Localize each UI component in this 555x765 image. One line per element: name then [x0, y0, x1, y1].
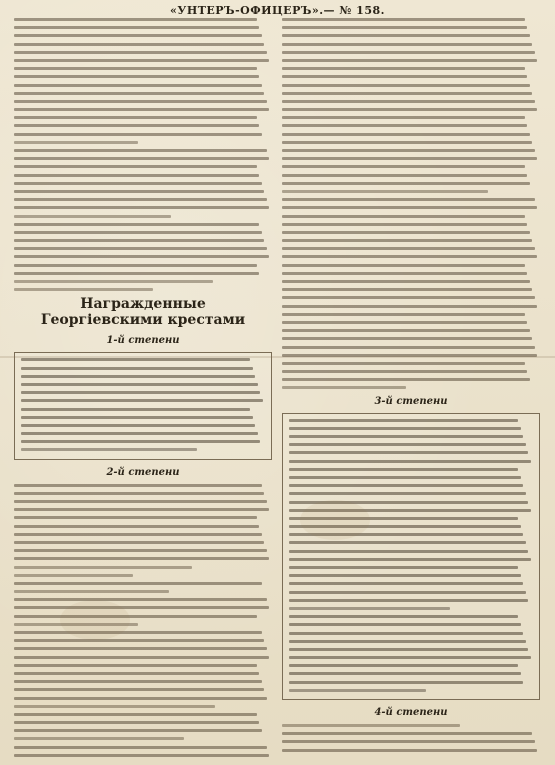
text-line	[14, 566, 192, 569]
text-line	[14, 75, 259, 78]
page-header: «УНТЕРЪ-ОФИЦЕРЪ».— № 158.	[170, 4, 385, 17]
text-line	[282, 239, 532, 242]
text-line	[14, 26, 259, 29]
text-line	[289, 558, 531, 561]
text-line	[282, 321, 527, 324]
text-line	[14, 198, 267, 201]
text-line	[282, 67, 525, 70]
section-title: Награжденные Георгiевскими крестами	[40, 296, 246, 329]
text-line	[282, 329, 530, 332]
right-top-paragraph	[282, 18, 540, 389]
text-line	[14, 124, 259, 127]
text-line	[14, 182, 262, 185]
text-line	[282, 108, 537, 111]
text-line	[14, 59, 269, 62]
text-line	[14, 582, 262, 585]
text-line	[14, 272, 259, 275]
text-line	[14, 516, 257, 519]
degree-3-label: 3-й степени	[374, 395, 448, 407]
text-line	[21, 432, 258, 435]
text-line	[282, 255, 537, 258]
text-line	[289, 615, 518, 618]
text-line	[282, 296, 535, 299]
text-line	[282, 59, 537, 62]
text-line	[282, 346, 535, 349]
text-line	[14, 141, 138, 144]
text-line	[14, 697, 267, 700]
text-line	[14, 541, 264, 544]
text-line	[14, 754, 269, 757]
text-line	[289, 492, 526, 495]
text-line	[14, 549, 267, 552]
text-line	[14, 598, 267, 601]
text-line	[289, 550, 528, 553]
degree-4-label: 4-й степени	[374, 707, 448, 718]
text-line	[21, 440, 260, 443]
text-line	[21, 424, 255, 427]
text-line	[14, 231, 262, 234]
text-line	[289, 632, 523, 635]
text-line	[282, 116, 525, 119]
text-line	[289, 623, 521, 626]
text-line	[14, 67, 257, 70]
text-line	[289, 599, 528, 602]
text-line	[282, 124, 527, 127]
text-line	[289, 541, 526, 544]
text-line	[14, 18, 257, 21]
text-line	[289, 427, 521, 430]
text-line	[14, 215, 171, 218]
text-line	[282, 272, 527, 275]
text-line	[14, 656, 269, 659]
text-line	[282, 206, 537, 209]
text-line	[14, 133, 262, 136]
text-line	[282, 362, 525, 365]
text-line	[14, 606, 269, 609]
text-line	[282, 174, 527, 177]
text-line	[289, 468, 518, 471]
text-line	[289, 574, 521, 577]
text-line	[282, 247, 535, 250]
text-line	[14, 721, 259, 724]
text-line	[14, 672, 259, 675]
text-line	[282, 264, 525, 267]
degree-4-paragraph	[282, 724, 540, 757]
text-line	[282, 223, 527, 226]
text-line	[282, 740, 535, 743]
text-line	[14, 500, 267, 503]
text-line	[21, 367, 253, 370]
text-line	[282, 51, 535, 54]
paper-stain	[60, 600, 130, 640]
text-line	[282, 43, 532, 46]
text-line	[282, 92, 532, 95]
text-line	[289, 582, 523, 585]
text-line	[289, 566, 518, 569]
text-line	[282, 84, 530, 87]
text-line	[14, 647, 267, 650]
text-line	[289, 435, 523, 438]
text-line	[14, 631, 262, 634]
text-line	[14, 574, 133, 577]
left-column	[14, 18, 272, 757]
text-line	[14, 680, 262, 683]
text-line	[14, 149, 267, 152]
degree-3-box	[282, 413, 540, 700]
degree-3-paragraph	[289, 419, 533, 692]
text-line	[14, 688, 264, 691]
text-line	[282, 280, 530, 283]
text-line	[14, 34, 262, 37]
text-line	[289, 451, 528, 454]
text-line	[14, 206, 269, 209]
text-line	[282, 182, 530, 185]
text-line	[282, 724, 460, 727]
paper-stain	[300, 500, 370, 540]
text-line	[14, 705, 215, 708]
text-line	[282, 749, 537, 752]
text-line	[14, 264, 257, 267]
text-line	[289, 640, 526, 643]
text-line	[14, 174, 259, 177]
text-line	[282, 337, 532, 340]
text-line	[14, 280, 213, 283]
degree-1-paragraph	[21, 358, 265, 451]
text-line	[21, 416, 253, 419]
text-line	[289, 656, 531, 659]
text-line	[14, 557, 269, 560]
text-line	[289, 460, 531, 463]
text-line	[14, 84, 262, 87]
right-column	[282, 18, 540, 757]
text-line	[14, 713, 257, 716]
text-line	[289, 672, 521, 675]
columns	[14, 18, 541, 757]
text-line	[282, 165, 525, 168]
text-line	[282, 231, 530, 234]
text-line	[282, 305, 537, 308]
text-line	[289, 484, 523, 487]
text-line	[289, 419, 518, 422]
text-line	[14, 664, 257, 667]
text-line	[14, 116, 257, 119]
text-line	[289, 689, 426, 692]
text-line	[14, 223, 259, 226]
left-top-paragraph	[14, 18, 272, 291]
text-line	[14, 247, 267, 250]
text-line	[14, 108, 269, 111]
text-line	[14, 492, 264, 495]
text-line	[289, 591, 526, 594]
text-line	[282, 157, 537, 160]
text-line	[14, 737, 184, 740]
degree-1-box	[14, 352, 272, 459]
text-line	[21, 358, 250, 361]
text-line	[14, 533, 262, 536]
text-line	[282, 75, 527, 78]
text-line	[282, 26, 527, 29]
text-line	[289, 648, 528, 651]
text-line	[14, 288, 153, 291]
text-line	[282, 34, 530, 37]
page-fold	[0, 356, 555, 358]
text-line	[14, 639, 264, 642]
text-line	[14, 43, 264, 46]
text-line	[21, 448, 197, 451]
text-line	[289, 664, 518, 667]
text-line	[289, 443, 526, 446]
text-line	[14, 484, 262, 487]
text-line	[21, 375, 255, 378]
degree-2-paragraph	[14, 484, 272, 757]
text-line	[289, 476, 521, 479]
text-line	[289, 681, 523, 684]
text-line	[14, 239, 264, 242]
degree-1-label: 1-й степени	[106, 335, 180, 347]
text-line	[282, 313, 525, 316]
degree-2-label: 2-й степени	[106, 466, 180, 478]
text-line	[282, 288, 532, 291]
text-line	[14, 51, 267, 54]
text-line	[282, 190, 488, 193]
text-line	[21, 391, 260, 394]
text-line	[14, 100, 267, 103]
text-line	[289, 607, 450, 610]
text-line	[282, 18, 525, 21]
text-line	[282, 133, 530, 136]
text-line	[282, 370, 527, 373]
text-line	[21, 383, 258, 386]
text-line	[282, 732, 532, 735]
text-line	[14, 190, 264, 193]
text-line	[14, 729, 262, 732]
text-line	[14, 746, 267, 749]
text-line	[14, 157, 269, 160]
text-line	[14, 165, 257, 168]
text-line	[282, 100, 535, 103]
text-line	[14, 525, 259, 528]
text-line	[282, 198, 535, 201]
text-line	[282, 141, 532, 144]
text-line	[14, 508, 269, 511]
text-line	[282, 386, 406, 389]
text-line	[21, 399, 263, 402]
text-line	[282, 149, 535, 152]
text-line	[282, 378, 530, 381]
text-line	[282, 215, 525, 218]
text-line	[14, 615, 257, 618]
text-line	[14, 255, 269, 258]
text-line	[14, 92, 264, 95]
text-line	[21, 408, 250, 411]
text-line	[14, 590, 169, 593]
